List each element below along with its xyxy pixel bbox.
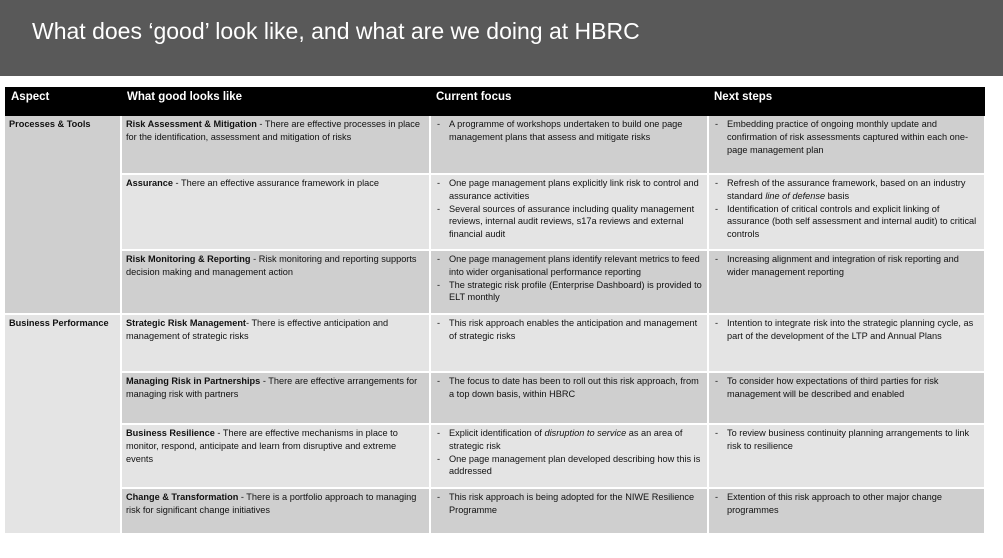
- current-cell: [430, 424, 708, 488]
- good-title: Business Resilience: [126, 428, 215, 438]
- emphasis-text: line of defense: [765, 190, 826, 201]
- good-cell: [121, 424, 430, 488]
- good-cell: [121, 314, 430, 372]
- list-item: [713, 177, 980, 203]
- header-next-steps: Next steps: [708, 87, 985, 116]
- good-text: - There are effective arrangements for managing risk with partners: [126, 376, 418, 399]
- table-row: [5, 488, 985, 534]
- table-row: [5, 116, 985, 174]
- list-item: - To review business continuity planning arrangements to link risk to resilience: [713, 427, 980, 453]
- list-item: [435, 427, 703, 453]
- header-what-good-looks-like: What good looks like: [121, 87, 430, 116]
- good-title: Change & Transformation: [126, 492, 239, 502]
- risk-table: [5, 87, 986, 535]
- list-item: - A programme of workshops undertaken to build one page management plans that assess and mitigate risks: [435, 118, 703, 144]
- good-title: Assurance: [126, 178, 173, 188]
- next-cell: [708, 372, 985, 424]
- good-title: Risk Monitoring & Reporting: [126, 254, 251, 264]
- good-text: - There are effective mechanisms in place to monitor, respond, anticipate and learn from disruptive and extreme events: [126, 428, 398, 464]
- text-fragment: Refresh of the assurance framework, based on an industry standard: [727, 178, 966, 201]
- list-item: - Identification of critical controls and explicit linking of assurance (both self assessment and internal audit) to critical controls: [713, 203, 980, 241]
- good-text: - There an effective assurance framework in place: [172, 178, 379, 188]
- list-item: - One page management plans identify relevant metrics to feed into wider organisational performance reporting: [435, 253, 703, 279]
- next-cell: [708, 424, 985, 488]
- list-item: - To consider how expectations of third parties for risk management will be described and enabled: [713, 375, 980, 401]
- header-current-focus: Current focus: [430, 87, 708, 116]
- list-item: - This risk approach is being adopted for the NIWE Resilience Programme: [435, 491, 703, 517]
- list-item: - Several sources of assurance including quality management reviews, internal audit reviews, s17a reviews and external financial audit: [435, 203, 703, 241]
- list-item: - One page management plans explicitly link risk to control and assurance activities: [435, 177, 703, 203]
- text-fragment: Explicit identification of: [449, 428, 545, 438]
- good-cell: [121, 116, 430, 174]
- text-fragment: basis: [825, 190, 850, 201]
- good-cell: [121, 488, 430, 534]
- table-header-row: [5, 87, 985, 116]
- current-cell: [430, 372, 708, 424]
- list-item: - Embedding practice of ongoing monthly update and confirmation of risk assessments captured within each one-page management plan: [713, 118, 980, 156]
- slide-title: What does ‘good’ look like, and what are we doing at HBRC: [32, 18, 640, 44]
- next-cell: [708, 174, 985, 250]
- next-cell: [708, 314, 985, 372]
- emphasis-text: disruption to service: [544, 428, 627, 438]
- aspect-business-performance: Business Performance: [5, 314, 121, 534]
- list-item: - Extention of this risk approach to other major change programmes: [713, 491, 980, 517]
- current-cell: [430, 488, 708, 534]
- good-text: - There is effective anticipation and management of strategic risks: [126, 318, 389, 341]
- list-item: - This risk approach enables the anticipation and management of strategic risks: [435, 317, 703, 343]
- current-cell: [430, 116, 708, 174]
- table-row: [5, 174, 985, 250]
- header-aspect: Aspect: [5, 87, 121, 116]
- title-bar: [0, 0, 1003, 76]
- current-cell: [430, 314, 708, 372]
- good-text: - There are effective processes in place for the identification, assessment and mitigation of risks: [126, 119, 420, 142]
- good-cell: [121, 250, 430, 314]
- table-row: [5, 424, 985, 488]
- good-title: Risk Assessment & Mitigation: [126, 119, 257, 129]
- aspect-processes-tools: Processes & Tools: [5, 116, 121, 314]
- good-text: - Risk monitoring and reporting supports decision making and management action: [126, 254, 417, 277]
- list-item: - The focus to date has been to roll out this risk approach, from a top down basis, within HBRC: [435, 375, 703, 401]
- table-row: [5, 372, 985, 424]
- list-item: - Intention to integrate risk into the strategic planning cycle, as part of the development of the LTP and Annual Plans: [713, 317, 980, 343]
- current-cell: [430, 250, 708, 314]
- next-cell: [708, 250, 985, 314]
- table-row: [5, 314, 985, 372]
- next-cell: [708, 116, 985, 174]
- list-item: - One page management plan developed describing how this is addressed: [435, 453, 703, 479]
- next-cell: [708, 488, 985, 534]
- good-text: - There is a portfolio approach to managing risk for significant change initiatives: [126, 492, 417, 515]
- text-fragment: as an area of strategic risk: [449, 428, 683, 451]
- list-item: - The strategic risk profile (Enterprise Dashboard) is provided to ELT monthly: [435, 279, 703, 305]
- table-row: [5, 250, 985, 314]
- good-cell: [121, 174, 430, 250]
- good-title: Managing Risk in Partnerships: [126, 376, 261, 386]
- list-item: - Increasing alignment and integration of risk reporting and wider management reporting: [713, 253, 980, 279]
- good-title: Strategic Risk Management: [126, 318, 246, 328]
- good-cell: [121, 372, 430, 424]
- current-cell: [430, 174, 708, 250]
